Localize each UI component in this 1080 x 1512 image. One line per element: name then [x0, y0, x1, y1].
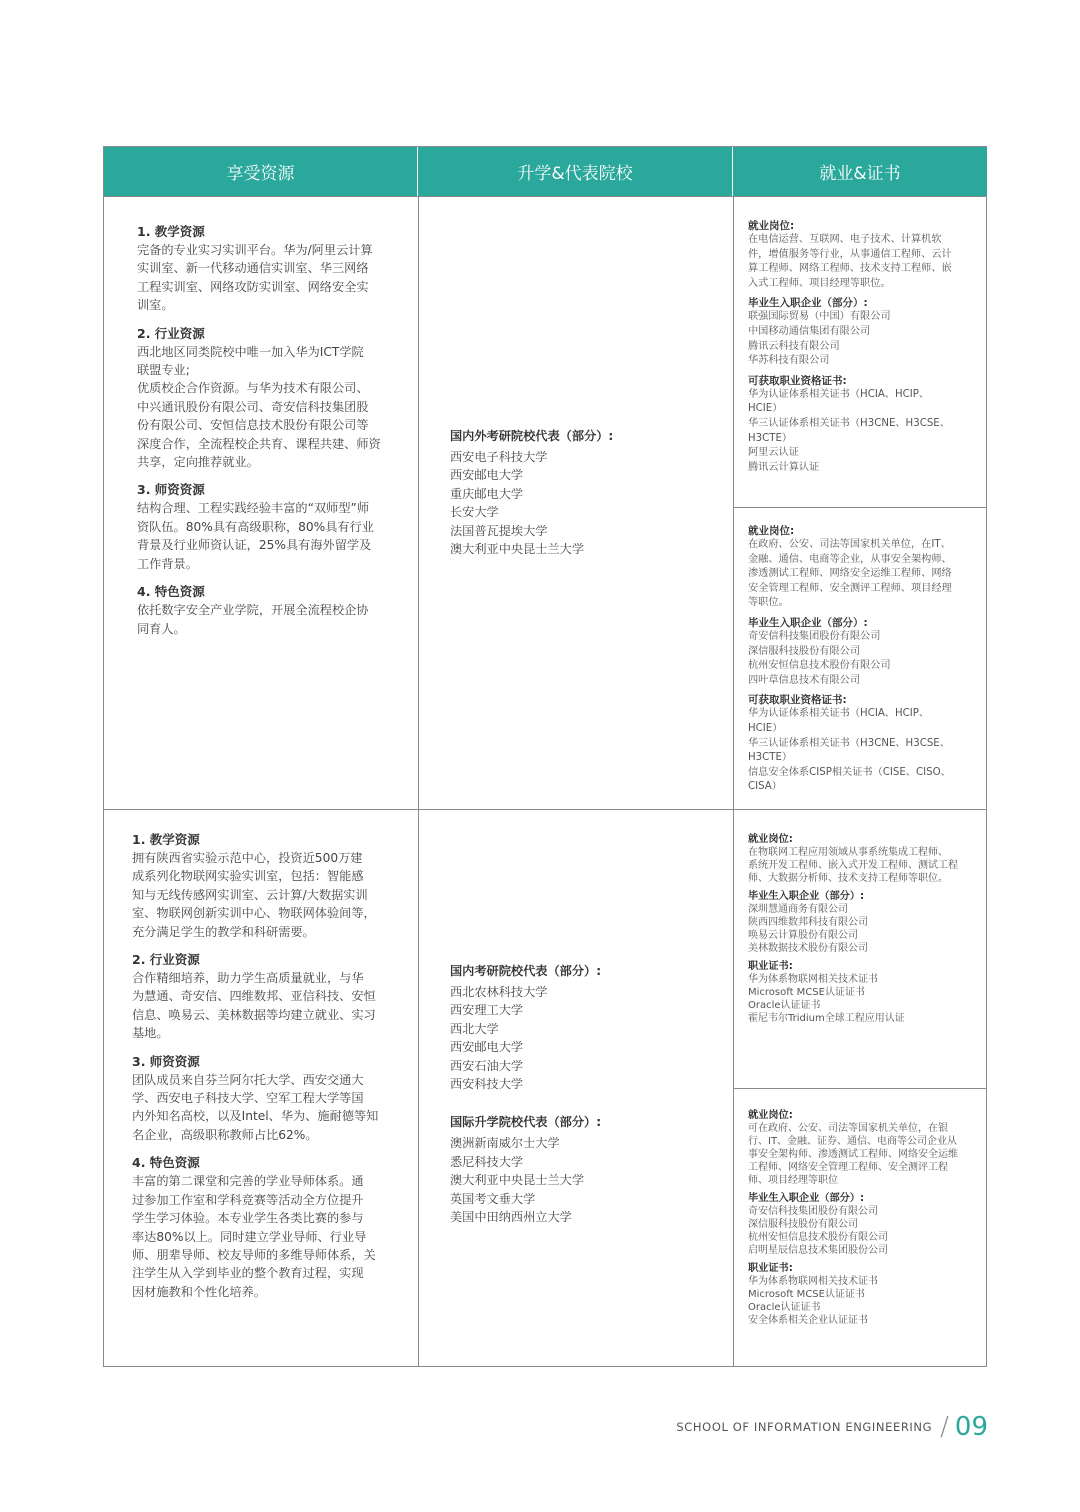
school-item: 西安邮电大学: [450, 468, 524, 483]
section-title: 毕业生入职企业（部分）:: [748, 1193, 865, 1204]
school-item: 悉尼科技大学: [450, 1154, 524, 1169]
text-line: 霍尼韦尔Tridium全球工程应用认证: [748, 1013, 905, 1024]
text-line: HCIE）: [748, 722, 783, 734]
text-line: 深信服科技股份有限公司: [748, 645, 861, 657]
section: [137, 583, 397, 638]
text-line: 联强国际贸易（中国）有限公司: [748, 311, 891, 323]
section: [748, 219, 984, 291]
school-group-title: 国际升学院校代表（部分）:: [450, 1115, 602, 1130]
column-divider: [733, 196, 734, 1366]
section-title: 职业证书:: [748, 1263, 793, 1274]
job-cell-divider: [733, 507, 986, 508]
text-line: 深度合作，全流程校企共育、课程共建、师资: [137, 436, 381, 451]
row1-schools: [450, 427, 710, 558]
text-line: 合作精细培养，助力学生高质量就业，与华: [132, 971, 364, 986]
text-line: 华为认证体系相关证书（HCIA、HCIP、: [748, 388, 930, 400]
text-line: 工作背景。: [137, 556, 198, 571]
text-line: 杭州安恒信息技术股份有限公司: [748, 1232, 888, 1243]
section-title: 就业岗位:: [748, 834, 793, 845]
school-item: 英国考文垂大学: [450, 1191, 536, 1206]
text-line: 基地。: [132, 1026, 169, 1041]
section-title: 可获取职业资格证书:: [748, 374, 847, 387]
text-line: 在电信运营、互联网、电子技术、计算机软: [748, 234, 942, 245]
text-line: 在政府、公安、司法等国家机关单位，在IT、: [748, 539, 951, 550]
school-item: 重庆邮电大学: [450, 486, 524, 501]
text-line: 阿里云认证: [748, 447, 799, 459]
row-divider: [104, 809, 986, 810]
text-line: 四叶草信息技术有限公司: [748, 674, 861, 686]
text-line: 为慧通、奇安信、四维数邦、亚信科技、安恒: [132, 989, 376, 1004]
text-line: 联盟专业;: [137, 363, 190, 378]
text-line: 信息、唤易云、美林数据等均建立就业、实习: [132, 1007, 376, 1022]
text-line: Oracle认证证书: [748, 1302, 821, 1313]
section: [137, 223, 397, 315]
section: [748, 1262, 984, 1327]
text-line: 中国移动通信集团有限公司: [748, 325, 871, 337]
section-title: 2. 行业资源: [132, 952, 200, 968]
text-line: 华为体系物联网相关技术证书: [748, 974, 878, 985]
section: [748, 296, 984, 368]
text-line: Microsoft MCSE认证证书: [748, 1289, 865, 1300]
text-line: 渗透测试工程师、网络安全运维工程师、网络: [748, 568, 952, 580]
text-line: 奇安信科技集团股份有限公司: [748, 1206, 878, 1217]
footer-slash: /: [940, 1412, 949, 1442]
section-title: 毕业生入职企业（部分）:: [748, 616, 868, 629]
text-line: 深圳慧通商务有限公司: [748, 904, 848, 915]
text-line: Oracle认证证书: [748, 1000, 821, 1011]
section: [748, 374, 984, 476]
school-name: SCHOOL OF INFORMATION ENGINEERING: [676, 1420, 933, 1434]
text-line: 安全管理工程师、安全测评工程师、项目经理: [748, 582, 952, 594]
text-line: 算工程师、网络工程师、技术支持工程师、嵌: [748, 263, 952, 275]
school-group: [450, 427, 710, 558]
text-line: 金融、通信、电商等企业，从事安全架构师、: [748, 553, 952, 565]
text-line: 名企业，高级职称教师占比62%。: [132, 1127, 318, 1142]
section: [748, 833, 984, 885]
page-footer: [676, 1412, 988, 1442]
column-divider: [418, 196, 419, 1366]
school-item: 长安大学: [450, 505, 499, 520]
school-item: 西安石油大学: [450, 1058, 524, 1073]
section: [748, 890, 984, 955]
page-number: 09: [954, 1412, 988, 1442]
text-line: 行、IT、金融、证券、通信、电商等公司企业从: [748, 1136, 958, 1147]
section: [132, 1154, 402, 1301]
text-line: 率达80%以上。同时建立学业导师、行业导: [132, 1229, 367, 1244]
text-line: H3CTE）: [748, 432, 793, 444]
school-item: 澳大利亚中央昆士兰大学: [450, 542, 585, 557]
text-line: 信息安全体系CISP相关证书（CISE、CISO、: [748, 766, 951, 778]
section: [748, 1109, 984, 1187]
row2-jobs-b: [748, 1109, 984, 1332]
text-line: 共享，定向推荐就业。: [137, 455, 259, 470]
school-item: 澳大利亚中央昆士兰大学: [450, 1173, 585, 1188]
text-line: 华为认证体系相关证书（HCIA、HCIP、: [748, 708, 930, 720]
section-title: 就业岗位:: [748, 220, 795, 232]
text-line: 杭州安恒信息技术股份有限公司: [748, 660, 891, 672]
section-title: 4. 特色资源: [132, 1155, 200, 1171]
text-line: 腾讯云科技有限公司: [748, 340, 840, 352]
text-line: 入式工程师、项目经理等职位。: [748, 277, 891, 289]
text-line: 实训室、新一代移动通信实训室、华三网络: [137, 261, 369, 276]
text-line: 训室。: [137, 298, 174, 313]
school-group: [450, 962, 710, 1093]
text-line: 师、项目经理等职位: [748, 1175, 838, 1186]
text-line: 启明星辰信息技术集团股份公司: [748, 1245, 888, 1256]
section-title: 3. 师资资源: [132, 1053, 200, 1069]
text-line: 深信服科技股份有限公司: [748, 1219, 858, 1230]
text-line: HCIE）: [748, 403, 783, 415]
text-line: 份有限公司、安恒信息技术股份有限公司等: [137, 418, 369, 433]
text-line: 同育人。: [137, 621, 186, 636]
row2-resources: [132, 831, 402, 1311]
text-line: 陕西四维数邦科技有限公司: [748, 917, 868, 928]
text-line: 件，增值服务等行业，从事通信工程师、云计: [748, 248, 952, 260]
text-line: 背景及行业师资认证，25%具有海外留学及: [137, 538, 372, 553]
text-line: 学、西安电子科技大学、空军工程大学等国: [132, 1091, 364, 1106]
text-line: 因材施教和个性化培养。: [132, 1284, 267, 1299]
text-line: 华苏科技有限公司: [748, 355, 830, 367]
job-cell-divider: [733, 1088, 986, 1089]
section: [748, 960, 984, 1025]
text-line: 奇安信科技集团股份有限公司: [748, 630, 881, 642]
text-line: 在物联网工程应用领域从事系统集成工程师、: [748, 847, 948, 858]
text-line: Microsoft MCSE认证证书: [748, 987, 865, 998]
text-line: 等职位。: [748, 597, 789, 609]
school-item: 西安理工大学: [450, 1003, 524, 1018]
school-group: [450, 1113, 710, 1226]
text-line: CISA）: [748, 781, 782, 793]
text-line: 成系列化物联网实验实训室，包括：智能感: [132, 869, 364, 884]
programs-table: [103, 146, 987, 1367]
section-title: 毕业生入职企业（部分）:: [748, 297, 868, 310]
school-item: 法国普瓦提埃大学: [450, 523, 548, 538]
section-title: 1. 教学资源: [137, 224, 205, 239]
school-group-title: 国内外考研院校代表（部分）:: [450, 429, 614, 443]
section-title: 就业岗位:: [748, 525, 795, 537]
section-title: 4. 特色资源: [137, 584, 205, 600]
section: [748, 1192, 984, 1257]
section-title: 毕业生入职企业（部分）:: [748, 891, 865, 902]
text-line: 安全体系相关企业认证证书: [748, 1315, 868, 1326]
text-line: 资队伍。80%具有高级职称，80%具有行业: [137, 519, 374, 534]
text-line: 华三认证体系相关证书（H3CNE、H3CSE、: [748, 417, 950, 429]
header-resources: 享受资源: [104, 147, 418, 196]
school-item: 西北农林科技大学: [450, 985, 548, 999]
text-line: 师、朋辈导师、校友导师的多维导师体系，关: [132, 1247, 376, 1262]
text-line: 华为体系物联网相关技术证书: [748, 1276, 878, 1287]
section-title: 可获取职业资格证书:: [748, 694, 847, 707]
text-line: 师、大数据分析师、技术支持工程师等职位。: [748, 873, 948, 884]
text-line: 事安全架构师、渗透测试工程师、网络安全运维: [748, 1149, 958, 1160]
section: [137, 481, 397, 573]
text-line: 丰富的第二课堂和完善的学业导师体系。通: [132, 1174, 364, 1189]
text-line: H3CTE）: [748, 752, 793, 764]
text-line: 充分满足学生的教学和科研需要。: [132, 924, 315, 939]
text-line: 拥有陕西省实验示范中心，投资近500万建: [132, 851, 363, 865]
school-item: 西安科技大学: [450, 1077, 524, 1092]
text-line: 学生学习体验。本专业学生各类比赛的参与: [132, 1211, 364, 1226]
section-title: 职业证书:: [748, 961, 793, 972]
text-line: 完备的专业实习实训平台。华为/阿里云计算: [137, 243, 373, 257]
text-line: 工程师、网络安全管理工程师、安全测评工程: [748, 1162, 948, 1173]
section: [748, 693, 984, 795]
section: [132, 1053, 402, 1145]
row2-jobs-a: [748, 833, 984, 1030]
text-line: 过参加工作室和学科竞赛等活动全方位提升: [132, 1192, 364, 1207]
section-title: 就业岗位:: [748, 1110, 793, 1121]
section-title: 1. 教学资源: [132, 832, 200, 847]
text-line: 系统开发工程师、嵌入式开发工程师、测试工程: [748, 860, 958, 871]
section: [748, 616, 984, 688]
text-line: 腾讯云计算认证: [748, 461, 820, 473]
text-line: 中兴通讯股份有限公司、奇安信科技集团股: [137, 399, 369, 414]
text-line: 注学生从入学到毕业的整个教育过程，实现: [132, 1266, 364, 1281]
text-line: 美林数据技术股份有限公司: [748, 943, 868, 954]
school-item: 西北大学: [450, 1021, 499, 1036]
section-title: 3. 师资资源: [137, 482, 205, 498]
text-line: 团队成员来自芬兰阿尔托大学、西安交通大: [132, 1072, 364, 1087]
text-line: 优质校企合作资源。与华为技术有限公司、: [137, 381, 369, 396]
text-line: 依托数字安全产业学院，开展全流程校企协: [137, 603, 369, 618]
text-line: 唤易云计算股份有限公司: [748, 930, 858, 941]
text-line: 工程实训室、网络攻防实训室、网络安全实: [137, 279, 369, 294]
text-line: 室、物联网创新实训中心、物联网体验间等，: [132, 906, 376, 921]
school-item: 澳洲新南威尔士大学: [450, 1136, 560, 1151]
text-line: 华三认证体系相关证书（H3CNE、H3CSE、: [748, 737, 950, 749]
text-line: 内外知名高校，以及Intel、华为、施耐德等知: [132, 1109, 379, 1124]
row1-jobs-a: [748, 219, 984, 480]
section: [132, 831, 402, 941]
header-divider: [104, 196, 986, 197]
school-item: 美国中田纳西州立大学: [450, 1210, 572, 1225]
section: [748, 524, 984, 611]
header-schools: 升学&代表院校: [418, 147, 733, 196]
row2-schools: [450, 962, 710, 1226]
text-line: 可在政府、公安、司法等国家机关单位，在银: [748, 1123, 948, 1134]
section: [132, 951, 402, 1043]
section-title: 2. 行业资源: [137, 325, 205, 341]
school-item: 西安电子科技大学: [450, 450, 548, 464]
text-line: 结构合理、工程实践经验丰富的“双师型”师: [137, 501, 370, 516]
text-line: 西北地区同类院校中唯一加入华为ICT学院: [137, 344, 364, 359]
text-line: 知与无线传感网实训室、云计算/大数据实训: [132, 887, 368, 902]
row1-resources: [137, 223, 397, 648]
school-item: 西安邮电大学: [450, 1040, 524, 1055]
header-jobs: 就业&证书: [733, 147, 987, 196]
section: [137, 325, 397, 472]
row1-jobs-b: [748, 524, 984, 800]
school-group-title: 国内考研院校代表（部分）:: [450, 964, 602, 978]
